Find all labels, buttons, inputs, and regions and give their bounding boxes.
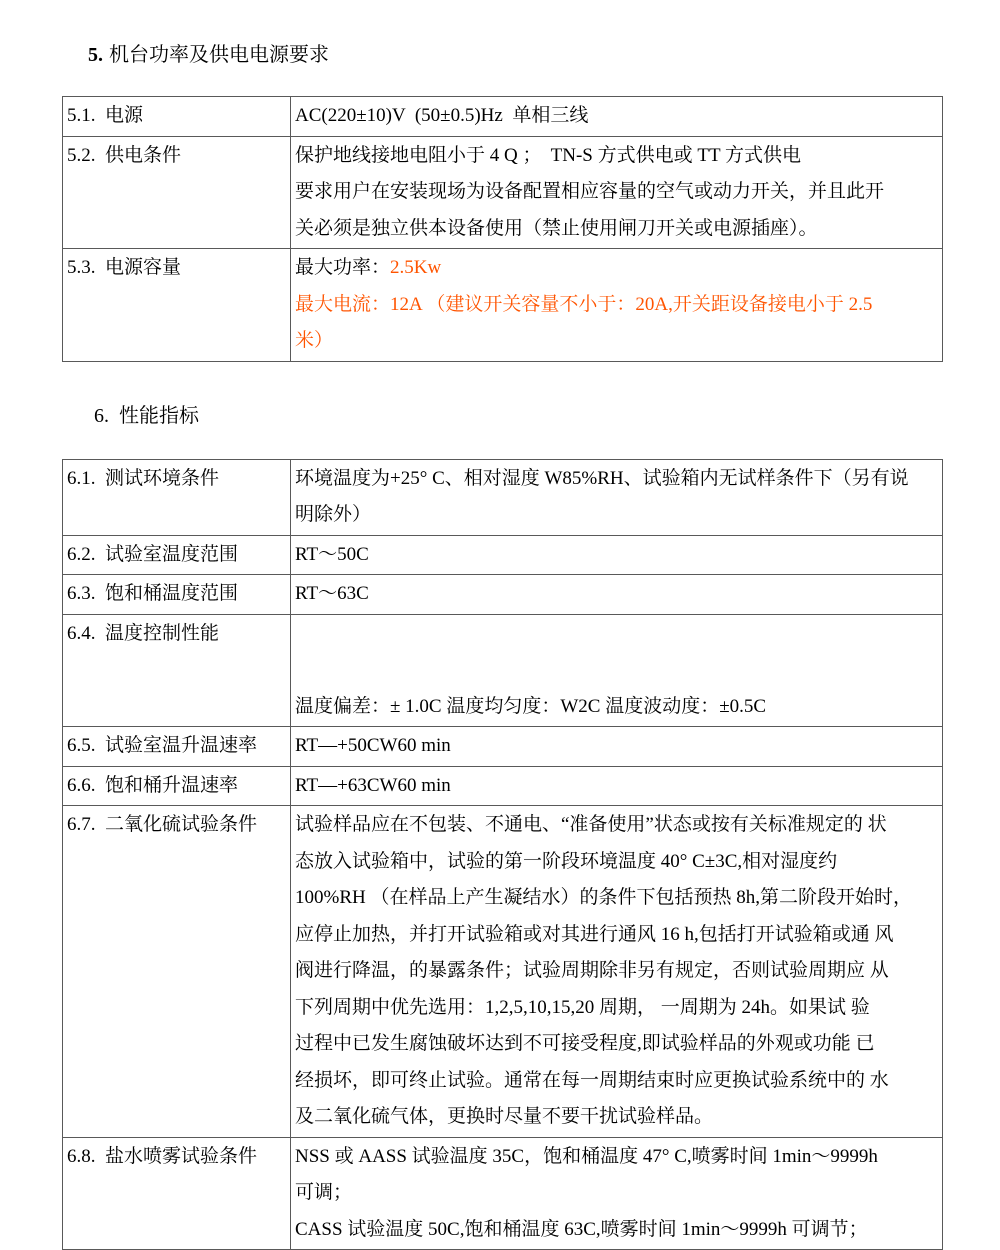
text-segment: 环境温度为+25° C、相对湿度 W85%RH、试验箱内无试样条件下（另有说 (295, 468, 909, 489)
text-line (295, 616, 940, 653)
row-content (291, 806, 942, 1137)
table-row (63, 460, 942, 536)
row-label: 6.3. 饱和桶温度范围 (63, 575, 291, 614)
text-segment: RT～63C (295, 583, 369, 604)
text-line (295, 917, 940, 954)
text-segment: 要求用户在安装现场为设备配置相应容量的空气或动力开关，并且此开 (295, 181, 884, 202)
text-line (295, 880, 940, 917)
section5-title-text: 机台功率及供电电源要求 (109, 44, 329, 66)
text-line (295, 576, 940, 613)
text-line (295, 1063, 940, 1100)
text-line (295, 1099, 940, 1136)
table-row (63, 137, 942, 250)
text-line (295, 807, 940, 844)
text-segment: 下列周期中优先选用：1,2,5,10,15,20 周期， 一周期为 24h。如果试 验 (295, 997, 870, 1018)
text-segment: 100%RH （在样品上产生凝结水）的条件下包括预热 8h,第二阶段开始时， (295, 887, 912, 908)
text-segment: 最大功率： (295, 257, 390, 278)
row-label: 5.3. 电源容量 (63, 249, 291, 361)
text-segment: 温度偏差：± 1.0C 温度均匀度：W2C 温度波动度：±0.5C (295, 696, 766, 717)
text-segment: CASS 试验温度 50C,饱和桶温度 63C,喷雾时间 1min～9999h 可调节； (295, 1219, 868, 1240)
text-line (295, 1139, 940, 1176)
table-row (63, 727, 942, 767)
row-label: 6.2. 试验室温度范围 (63, 536, 291, 575)
table-row (63, 1138, 942, 1250)
section6-title (74, 379, 1000, 454)
text-line (295, 174, 940, 211)
text-segment: 可调； (295, 1182, 352, 1203)
text-line (295, 323, 940, 360)
text-segment: RT—+63CW60 min (295, 775, 451, 796)
text-line (295, 287, 940, 324)
row-label: 6.8. 盐水喷雾试验条件 (63, 1138, 291, 1250)
text-line (295, 689, 940, 726)
row-content (291, 97, 942, 136)
row-label: 6.7. 二氧化硫试验条件 (63, 806, 291, 1137)
text-line (295, 990, 940, 1027)
text-segment: NSS 或 AASS 试验温度 35C，饱和桶温度 47° C,喷雾时间 1min～9999h (295, 1146, 878, 1167)
power-requirements-table (62, 96, 943, 362)
text-line (295, 953, 940, 990)
row-content (291, 536, 942, 575)
text-line (295, 768, 940, 805)
table-row (63, 615, 942, 728)
section5-title (68, 18, 1000, 93)
text-line (295, 537, 940, 574)
row-label: 6.4. 温度控制性能 (63, 615, 291, 727)
text-segment: 经损坏，即可终止试验。通常在每一周期结束时应更换试验系统中的 水 (295, 1070, 889, 1091)
row-label: 5.2. 供电条件 (63, 137, 291, 249)
row-content (291, 249, 942, 361)
text-segment: 保护地线接地电阻小于 4 Q ； TN-S 方式供电或 TT 方式供电 (295, 145, 801, 166)
text-line (295, 1175, 940, 1212)
text-line (295, 461, 940, 498)
text-line (295, 497, 940, 534)
text-segment: 应停止加热，并打开试验箱或对其进行通风 16 h,包括打开试验箱或通 风 (295, 924, 894, 945)
row-label: 5.1. 电源 (63, 97, 291, 136)
section6-number: 6. (94, 405, 109, 427)
text-line (295, 844, 940, 881)
section6-title-text: 性能指标 (119, 405, 199, 427)
text-segment: 过程中已发生腐蚀破坏达到不可接受程度,即试验样品的外观或功能 已 (295, 1033, 875, 1054)
text-segment: AC(220±10)V (50±0.5)Hz 单相三线 (295, 105, 588, 126)
text-segment: 及二氧化硫气体，更换时尽量不要干扰试验样品。 (295, 1106, 713, 1127)
text-segment: 关必须是独立供本设备使用（禁止使用闸刀开关或电源插座）。 (295, 218, 818, 239)
row-content (291, 460, 942, 535)
text-segment: 试验样品应在不包装、不通电、“准备使用”状态或按有关标准规定的 状 (295, 814, 887, 835)
row-label: 6.6. 饱和桶升温速率 (63, 767, 291, 806)
row-content (291, 1138, 942, 1250)
table-row (63, 97, 942, 137)
row-content (291, 137, 942, 249)
text-segment: 最大电流：12A （建议开关容量不小于：20A,开关距设备接电小于 2.5 (295, 294, 872, 315)
text-line (295, 211, 940, 248)
performance-indicators-table (62, 459, 943, 1250)
text-line (295, 138, 940, 175)
text-segment: RT～50C (295, 544, 369, 565)
row-content (291, 727, 942, 766)
text-line (295, 728, 940, 765)
text-line (295, 1026, 940, 1063)
row-content (291, 767, 942, 806)
text-segment: 阀进行降温，的暴露条件；试验周期除非另有规定，否则试验周期应 从 (295, 960, 889, 981)
table-row (63, 249, 942, 361)
text-segment: RT—+50CW60 min (295, 735, 451, 756)
text-segment: 明除外） (295, 504, 371, 525)
text-segment: 态放入试验箱中，试验的第一阶段环境温度 40° C±3C,相对湿度约 (295, 851, 837, 872)
table-row (63, 575, 942, 615)
text-line (295, 652, 940, 689)
row-content (291, 615, 942, 727)
table-row (63, 767, 942, 807)
text-segment: 2.5Kw (390, 257, 441, 278)
section5-number: 5. (88, 44, 103, 66)
text-line (295, 98, 940, 135)
text-line (295, 250, 940, 287)
text-line (295, 1212, 940, 1249)
row-label: 6.1. 测试环境条件 (63, 460, 291, 535)
table-row (63, 536, 942, 576)
table-row (63, 806, 942, 1138)
text-segment: 米） (295, 330, 333, 351)
row-content (291, 575, 942, 614)
row-label: 6.5. 试验室温升温速率 (63, 727, 291, 766)
